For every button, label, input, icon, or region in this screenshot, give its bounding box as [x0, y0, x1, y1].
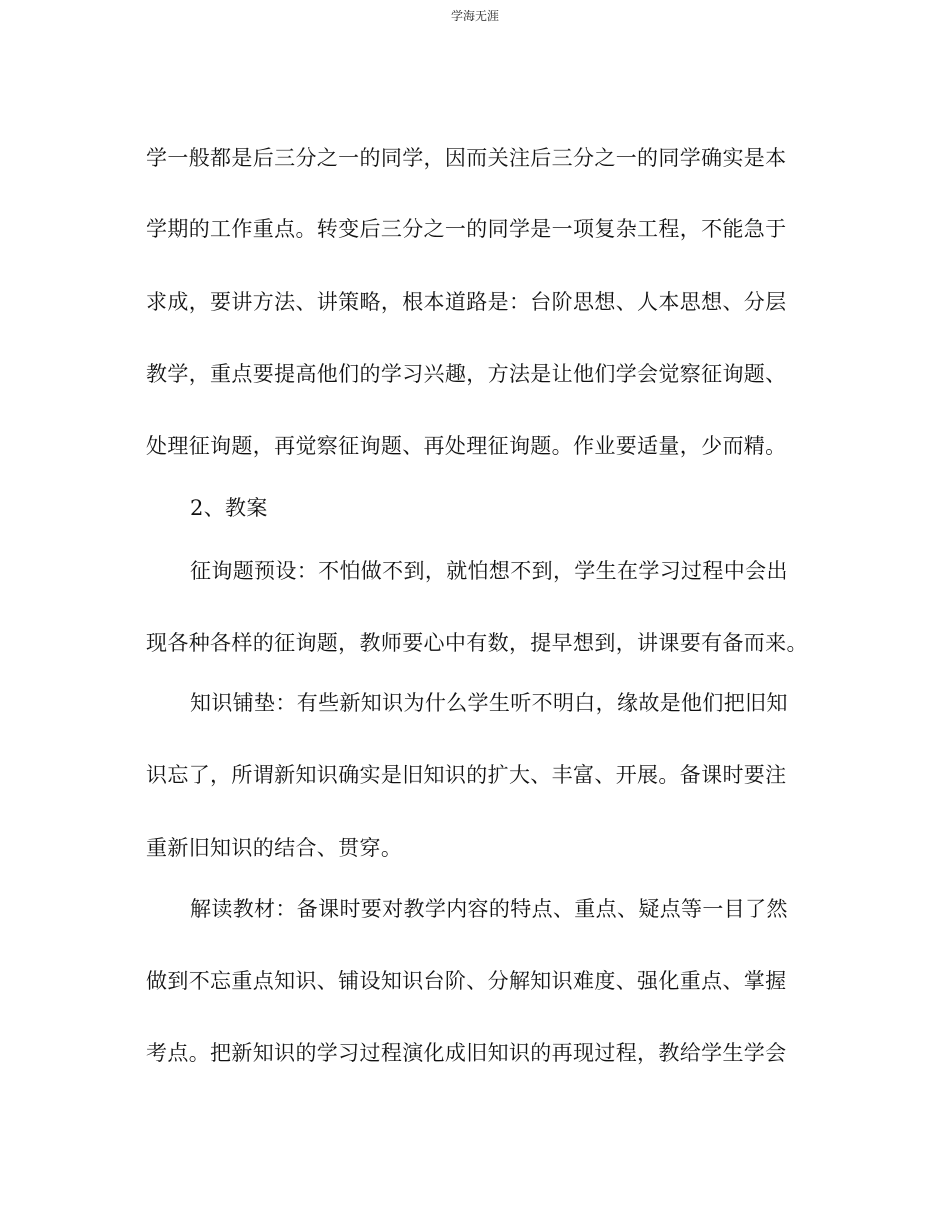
text-line: 处理征询题，再觉察征询题、再处理征询题。作业要适量，少而精。: [146, 434, 787, 458]
text-line: 学期的工作重点。转变后三分之一的同学是一项复杂工程，不能急于: [146, 217, 787, 241]
text-line: 考点。把新知识的学习过程演化成旧知识的再现过程，教给学生学会: [146, 1041, 787, 1065]
text-line: 识忘了，所谓新知识确实是旧知识的扩大、丰富、开展。备课时要注: [146, 763, 787, 787]
section-heading: 2、教案: [190, 496, 268, 520]
text-line: 求成，要讲方法、讲策略，根本道路是：台阶思想、人本思想、分层: [146, 290, 787, 314]
text-line: 征询题预设：不怕做不到，就怕想不到，学生在学习过程中会出: [190, 559, 788, 583]
text-line: 知识铺垫：有些新知识为什么学生听不明白，缘故是他们把旧知: [190, 691, 788, 715]
text-line: 教学，重点要提高他们的学习兴趣，方法是让他们学会觉察征询题、: [146, 362, 787, 386]
text-line: 解读教材：备课时要对教学内容的特点、重点、疑点等一目了然: [190, 897, 788, 921]
text-line: 做到不忘重点知识、铺设知识台阶、分解知识难度、强化重点、掌握: [146, 969, 787, 993]
text-line: 现各种各样的征询题，教师要心中有数，提早想到，讲课要有备而来。: [146, 631, 808, 655]
text-line: 学一般都是后三分之一的同学，因而关注后三分之一的同学确实是本: [146, 146, 787, 170]
page-header: 学海无涯: [450, 9, 499, 23]
text-line: 重新旧知识的结合、贯穿。: [146, 836, 403, 860]
